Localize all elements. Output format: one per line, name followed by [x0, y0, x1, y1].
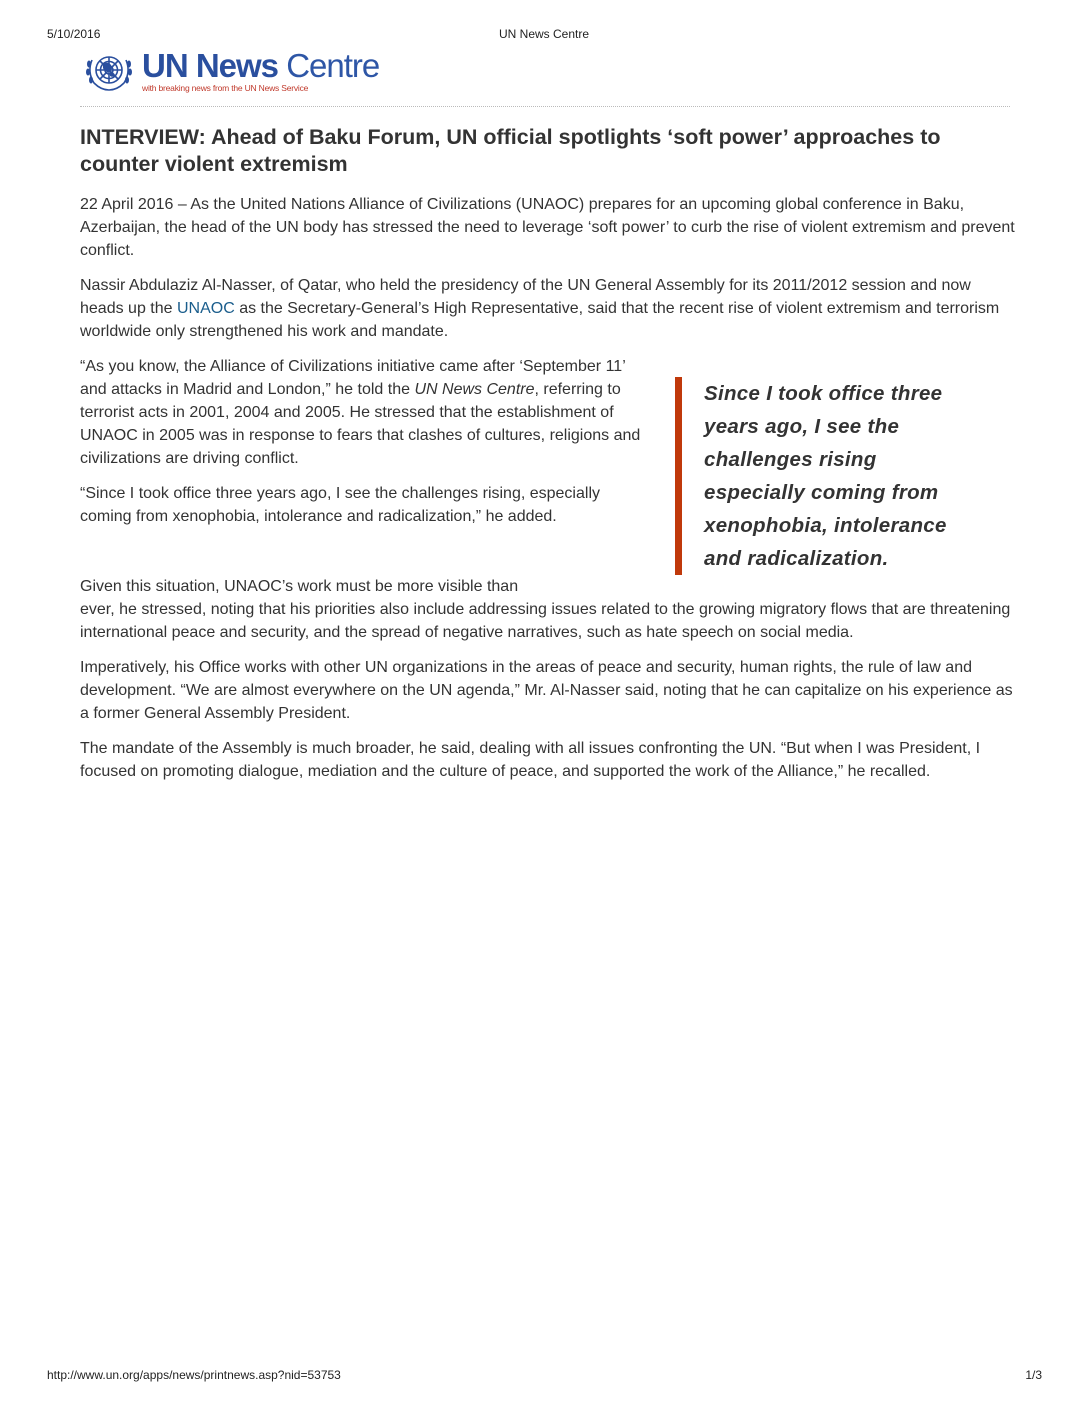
paragraph-2	[80, 274, 1015, 343]
paragraph-5-first-line: Given this situation, UNAOC’s work must be more visible than	[80, 578, 519, 595]
quote-section	[80, 355, 1015, 575]
paragraph-3-text-a: “As you know, the Alliance of Civilizations initiative came after ‘September 11’ and attacks in Madrid and London,” he told the	[80, 358, 626, 398]
paragraph-3-italic: UN News Centre	[414, 381, 535, 398]
un-emblem-icon	[84, 50, 134, 94]
article-headline: INTERVIEW: Ahead of Baku Forum, UN official spotlights ‘soft power’ approaches to counter violent extremism	[80, 125, 941, 176]
print-date: 5/10/2016	[47, 27, 101, 41]
article-body	[80, 193, 1015, 795]
paragraph-3	[80, 355, 645, 470]
paragraph-4: “Since I took office three years ago, I see the challenges rising, especially coming from xenophobia, intolerance and radicalization,” he added.	[80, 485, 600, 525]
pull-quote	[675, 377, 975, 575]
logo-title-light: Centre	[286, 47, 380, 84]
logo-title	[142, 47, 380, 84]
paragraph-2-text-b: as the Secretary-General’s High Representative, said that the recent rise of violent extremism and terrorism worldwide only strengthened his work and mandate.	[80, 300, 1000, 340]
print-footer-url: http://www.un.org/apps/news/printnews.asp?nid=53753	[47, 1368, 341, 1382]
pull-quote-text: Since I took office three years ago, I see the challenges rising especially coming from xenophobia, intolerance and radicalization.	[704, 382, 947, 570]
print-page-title: UN News Centre	[498, 27, 590, 41]
print-page-number: 1/3	[1025, 1368, 1042, 1382]
paragraph-2-text-a: Nassir Abdulaziz Al-Nasser, of Qatar, who held the presidency of the UN General Assembly for its 2011/2012 session and now heads up the	[80, 277, 971, 317]
header-divider	[80, 106, 1010, 107]
paragraph-3-text-b: , referring to terrorist acts in 2001, 2004 and 2005. He stressed that the establishment of UNAOC in 2005 was in response to fears that clashes of cultures, religions and civilizations are driving conflict.	[80, 381, 641, 467]
paragraph-5	[80, 575, 1015, 644]
logo-title-bold: UN News	[142, 47, 279, 84]
narrow-column	[80, 355, 645, 540]
logo-wordmark	[142, 47, 380, 93]
paragraph-6: Imperatively, his Office works with other UN organizations in the areas of peace and security, human rights, the rule of law and development. “We are almost everywhere on the UN agenda,” Mr. Al-Nasser said, noting that he can capitalize on his experience as a former General Assembly President.	[80, 659, 1013, 722]
site-logo[interactable]	[84, 47, 380, 96]
paragraph-7: The mandate of the Assembly is much broader, he said, dealing with all issues confronting the UN. “But when I was President, I focused on promoting dialogue, mediation and the culture of peace, and supported the work of the Alliance,” he recalled.	[80, 740, 981, 780]
logo-tagline: with breaking news from the UN News Service	[142, 83, 309, 93]
paragraph-5-rest: ever, he stressed, noting that his priorities also include addressing issues related to the growing migratory flows that are threatening international peace and security, and the spread of negative narratives, such as hate speech on social media.	[80, 601, 1011, 641]
paragraph-1: 22 April 2016 – As the United Nations Alliance of Civilizations (UNAOC) prepares for an upcoming global conference in Baku, Azerbaijan, the head of the UN body has stressed the need to leverage ‘soft power’ to curb the rise of violent extremism and prevent conflict.	[80, 196, 1015, 259]
unaoc-link[interactable]: UNAOC	[176, 300, 235, 317]
